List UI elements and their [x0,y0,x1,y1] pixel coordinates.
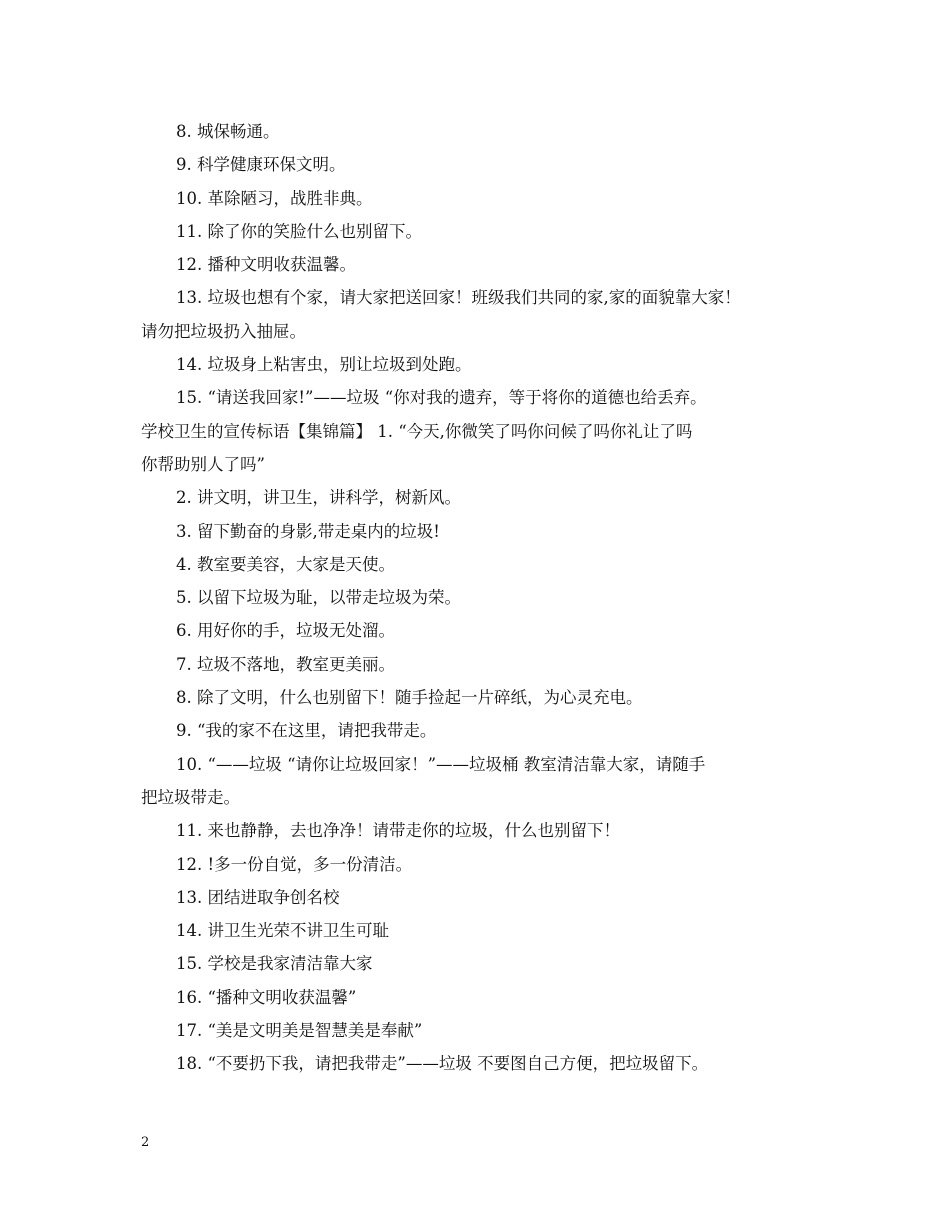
text-line: 12. !多一份自觉，多一份清洁。 [176,854,413,874]
text-line: 16. “播种文明收获温馨” [176,987,357,1007]
text-line: 12. 播种文明收获温馨。 [176,255,356,275]
text-line: 11. 来也静静，去也净净！请带走你的垃圾，什么也别留下！ [176,821,620,841]
section-heading-line: 学校卫生的宣传标语【集锦篇】 1. “今天,你微笑了吗你问候了吗你礼让了吗 [141,421,693,441]
text-line: 6. 用好你的手，垃圾无处溜。 [176,621,395,641]
text-line: 13. 团结进取争创名校 [176,887,340,907]
document-body [141,115,821,1081]
text-line: 14. 讲卫生光荣不讲卫生可耻 [176,921,389,941]
text-line: 14. 垃圾身上粘害虫，别让垃圾到处跑。 [176,355,472,375]
text-line: 9. 科学健康环保文明。 [176,155,346,175]
text-line: 10. 革除陋习，战胜非典。 [176,188,373,208]
text-line: 5. 以留下垃圾为耻，以带走垃圾为荣。 [176,588,461,608]
text-line: 8. 城保畅通。 [176,122,280,141]
text-line: 8. 除了文明，什么也别留下！随手捡起一片碎纸，为心灵充电。 [176,688,643,708]
text-line: 17. “美是文明美是智慧美是奉献” [176,1021,423,1041]
text-line: 你帮助别人了吗” [141,454,265,474]
text-line: 9. “我的家不在这里，请把我带走。 [176,721,437,741]
text-line: 15. “请送我回家!”——垃圾 “你对我的遗弃，等于将你的道德也给丢弃。 [176,388,707,408]
page-number: 2 [141,1135,150,1150]
text-line: 18. “不要扔下我，请把我带走”——垃圾 不要图自己方便，把垃圾留下。 [176,1054,709,1074]
text-line: 13. 垃圾也想有个家，请大家把送回家！班级我们共同的家,家的面貌靠大家！ [176,288,741,308]
text-line: 4. 教室要美容，大家是天使。 [176,554,395,574]
text-line: 11. 除了你的笑脸什么也别留下。 [176,221,422,241]
text-line: 3. 留下勤奋的身影,带走桌内的垃圾! [176,521,440,541]
text-line: 15. 学校是我家清洁靠大家 [176,954,373,974]
text-line: 2. 讲文明，讲卫生，讲科学，树新风。 [176,488,461,508]
text-line: 7. 垃圾不落地，教室更美丽。 [176,654,395,674]
text-line: 10. “——垃圾 “请你让垃圾回家！”——垃圾桶 教室清洁靠大家，请随手 [176,754,706,774]
text-line: 把垃圾带走。 [141,787,240,807]
text-line: 请勿把垃圾扔入抽屉。 [141,321,306,341]
